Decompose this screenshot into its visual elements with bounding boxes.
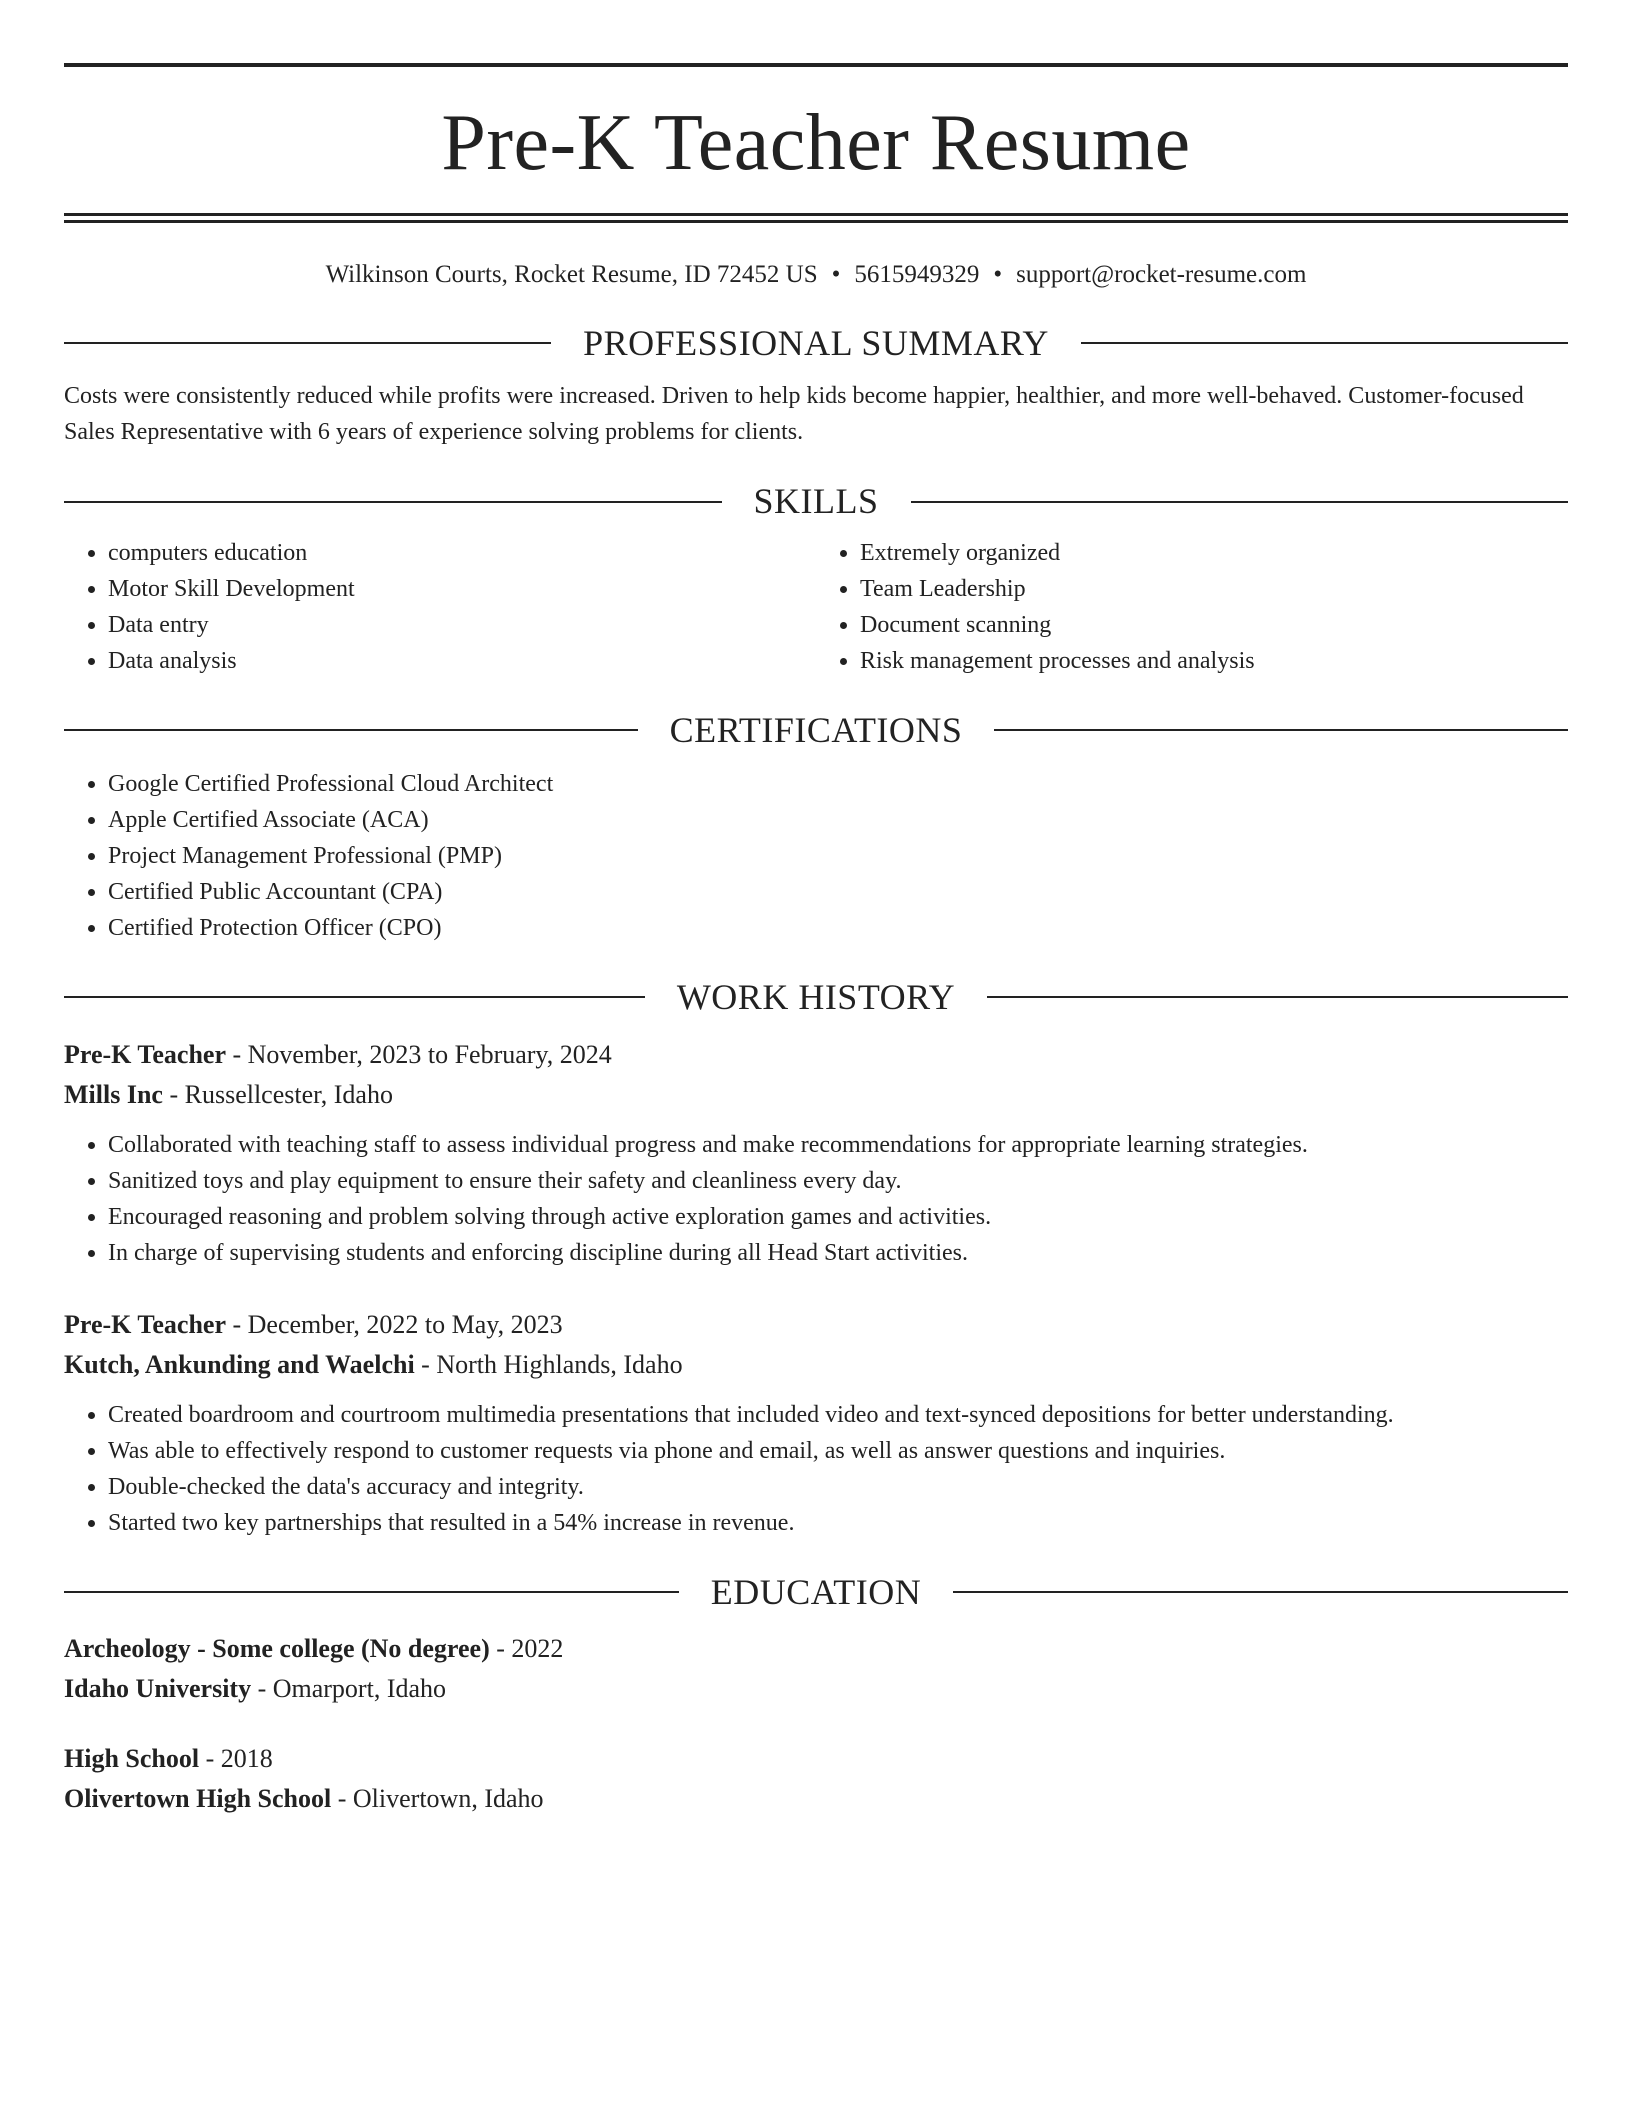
contact-address: Wilkinson Courts, Rocket Resume, ID 72452 US	[325, 261, 818, 288]
certification-item: • Google Certified Professional Cloud Architect	[108, 766, 1568, 802]
job-company: Kutch, Ankunding and Waelchi	[64, 1349, 415, 1379]
education-year: - 2022	[489, 1634, 564, 1664]
summary-section-heading	[64, 320, 1568, 367]
job-title: Pre-K Teacher	[64, 1309, 226, 1339]
heading-rule-right	[1081, 342, 1568, 344]
certifications-heading: CERTIFICATIONS	[669, 710, 963, 751]
contact-phone: 5615949329	[854, 261, 980, 288]
job-bullets	[64, 1127, 1568, 1271]
top-rule	[64, 63, 1568, 67]
education-degree: High School	[64, 1744, 200, 1774]
job-bullet: • Created boardroom and courtroom multimedia presentations that included video and text-synced depositions for better understanding.	[108, 1397, 1568, 1433]
job-bullets	[64, 1397, 1568, 1541]
education-section-heading	[64, 1569, 1568, 1616]
job-location: - North Highlands, Idaho	[414, 1349, 683, 1379]
certification-item: • Project Management Professional (PMP)	[108, 838, 1568, 874]
education-location: - Olivertown, Idaho	[331, 1784, 544, 1814]
job-company: Mills Inc	[64, 1079, 163, 1109]
job-bullet: • Encouraged reasoning and problem solving through active exploration games and activities.	[108, 1199, 1568, 1235]
job-bullet: • Was able to effectively respond to customer requests via phone and email, as well as answer questions and inquiries.	[108, 1433, 1568, 1469]
education-degree-line	[64, 1629, 1568, 1669]
job-dates: - December, 2022 to May, 2023	[225, 1309, 563, 1339]
education-school: Olivertown High School	[64, 1784, 332, 1814]
skill-item: • Motor Skill Development	[108, 571, 816, 607]
job-bullet: • Double-checked the data's accuracy and integrity.	[108, 1469, 1568, 1505]
certification-item: • Certified Public Accountant (CPA)	[108, 874, 1568, 910]
heading-rule-left	[64, 501, 722, 503]
certifications-section-heading	[64, 707, 1568, 754]
skill-item: • computers education	[108, 535, 816, 571]
work-section-heading	[64, 974, 1568, 1021]
skill-item: • Data entry	[108, 607, 816, 643]
job-entry	[64, 1305, 1568, 1541]
heading-rule-left	[64, 342, 551, 344]
job-company-line	[64, 1075, 1568, 1115]
job-location: - Russellcester, Idaho	[162, 1079, 393, 1109]
education-heading: EDUCATION	[710, 1571, 922, 1612]
job-bullet: • Collaborated with teaching staff to assess individual progress and make recommendations for appropriate learning strategies.	[108, 1127, 1568, 1163]
job-title-line	[64, 1305, 1568, 1345]
education-location: - Omarport, Idaho	[251, 1674, 447, 1704]
contact-separator: •	[831, 261, 841, 288]
heading-rule-left	[64, 996, 645, 998]
education-year: - 2018	[199, 1744, 273, 1774]
contact-line	[64, 259, 1568, 292]
job-bullet: • In charge of supervising students and enforcing discipline during all Head Start activities.	[108, 1235, 1568, 1271]
heading-rule-left	[64, 1591, 679, 1593]
heading-rule-right	[953, 1591, 1568, 1593]
certification-item: • Apple Certified Associate (ACA)	[108, 802, 1568, 838]
job-dates: - November, 2023 to February, 2024	[225, 1039, 612, 1069]
title-double-rule	[64, 213, 1568, 223]
skill-item: • Risk management processes and analysis	[860, 643, 1568, 679]
job-bullet: • Sanitized toys and play equipment to ensure their safety and cleanliness every day.	[108, 1163, 1568, 1199]
heading-rule-right	[994, 729, 1568, 731]
skills-columns	[64, 535, 1568, 679]
heading-rule-right	[911, 501, 1569, 503]
job-bullet: • Started two key partnerships that resulted in a 54% increase in revenue.	[108, 1505, 1568, 1541]
skill-item: • Data analysis	[108, 643, 816, 679]
contact-separator: •	[993, 261, 1003, 288]
skills-list-right	[816, 535, 1568, 679]
skill-item: • Team Leadership	[860, 571, 1568, 607]
education-entry	[64, 1739, 1568, 1819]
work-heading: WORK HISTORY	[676, 976, 956, 1017]
skills-section-heading	[64, 478, 1568, 525]
certification-item: • Certified Protection Officer (CPO)	[108, 910, 1568, 946]
skills-list-left	[64, 535, 816, 679]
job-company-line	[64, 1345, 1568, 1385]
job-entry	[64, 1035, 1568, 1271]
education-degree-line	[64, 1739, 1568, 1779]
contact-email: support@rocket-resume.com	[1016, 261, 1307, 288]
summary-text: Costs were consistently reduced while profits were increased. Driven to help kids become happier, healthier, and more well-behaved. Customer-focused Sales Representative with 6 years of experience solving problems for clients.	[64, 383, 1524, 446]
heading-rule-left	[64, 729, 638, 731]
skills-heading: SKILLS	[753, 481, 879, 522]
education-entry	[64, 1629, 1568, 1709]
education-school-line	[64, 1779, 1568, 1819]
skill-item: • Extremely organized	[860, 535, 1568, 571]
education-school-line	[64, 1669, 1568, 1709]
job-title-line	[64, 1035, 1568, 1075]
education-degree: Archeology - Some college (No degree)	[64, 1634, 490, 1664]
resume-title: Pre-K Teacher Resume	[441, 99, 1191, 187]
summary-heading: PROFESSIONAL SUMMARY	[583, 322, 1049, 363]
job-title: Pre-K Teacher	[64, 1039, 226, 1069]
education-school: Idaho University	[64, 1674, 252, 1704]
skill-item: • Document scanning	[860, 607, 1568, 643]
heading-rule-right	[987, 996, 1568, 998]
certifications-list	[64, 766, 1568, 946]
